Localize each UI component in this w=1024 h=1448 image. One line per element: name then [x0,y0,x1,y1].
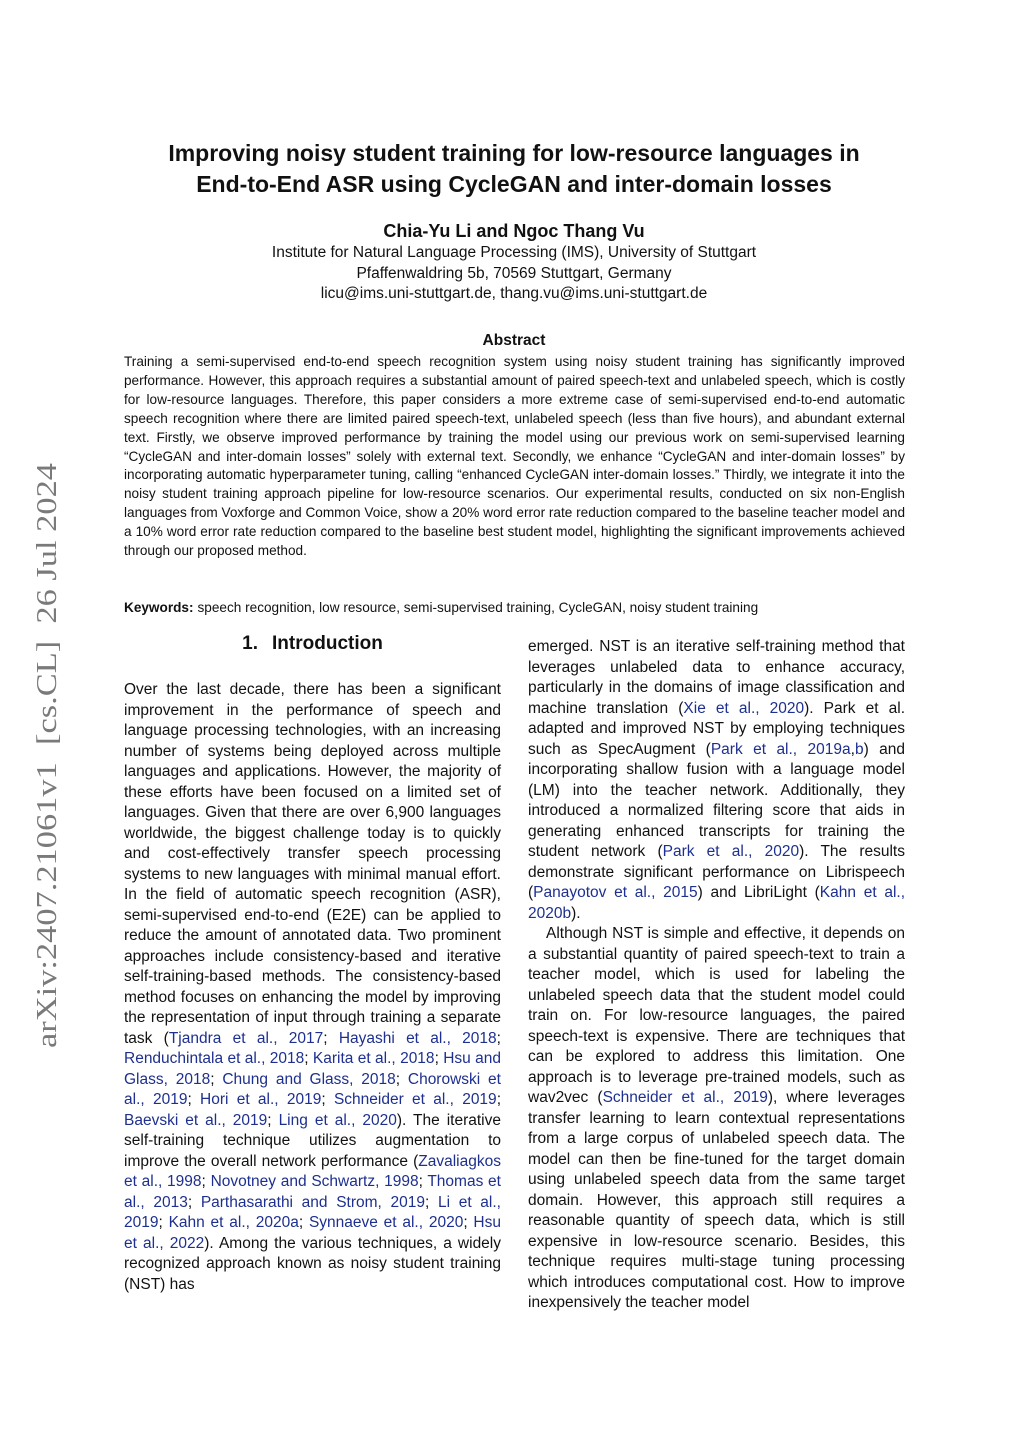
citation-link[interactable]: Zavaliagkos et al., 1998 [124,1152,501,1190]
citation-link[interactable]: Panayotov et al., 2015 [533,884,698,901]
citation-link[interactable]: Hayashi et al., 2018 [338,1029,497,1047]
citation-link[interactable]: Li et al., 2019 [124,1193,501,1231]
intro-text-a: Over the last decade, there has been a significant improvement in the performance of speech and language processing technologies, with an increasing number of systems being deployed across multiple languages and applications. However, the majority of these efforts have been focused on a limited set of languages. Given that there are over 6,900 languages worldwide, the biggest challenge today is to quickly and cost-effectively transfer speech processing systems to new languages with minimal manual effort. In the field of automatic speech recognition (ASR), semi-supervised end-to-end (E2E) can be applied to reduce the amount of annotated data. Two prominent approaches include consistency-based and iterative self-training-based methods. The consistency-based method focuses on enhancing the model by improving the representation of input through training a separate task ( [124,681,501,1047]
arxiv-stamp [18,460,68,1050]
citation-link[interactable]: Hsu et al., 2022 [124,1214,501,1252]
citation-link[interactable]: Thomas et al., 2013 [124,1173,501,1211]
citation-link[interactable]: Parthasarathi and Strom, 2019 [200,1193,425,1211]
right-text-h: ), where leverages transfer learning to learn contextual representations from a large corpus of unlabeled speech data. The model can then be fine-tuned for the target domain using unlabeled speech data from the same target domain. However, this approach still requires a reasonable quantity of speech data, which is still expensive in low-resource scenario. Besides, this technique requires multi-stage tuning processing which introduces computational cost. How to improve inexpensively the teacher model [528,1089,905,1311]
citation-link[interactable]: Ling et al., 2020 [278,1111,397,1129]
right-text-a: emerged. NST is an iterative self-training method that leverages unlabeled data to enhance accuracy, particularly in the domains of image classification and machine translation ( [528,638,905,717]
citation-link[interactable]: Chorowski et al., 2019 [124,1070,501,1108]
affiliation [90,243,938,305]
intro-paragraph-1 [124,680,501,1295]
citation-link[interactable]: Hori et al., 2019 [200,1091,322,1108]
affiliation-address: Pfaffenwaldring 5b, 70569 Stuttgart, Germany [356,264,672,282]
citation-link[interactable]: Synnaeve et al., 2020 [308,1214,464,1231]
title-line-1: Improving noisy student training for low-resource languages in [168,140,860,166]
citation-link[interactable]: Chung and Glass, 2018 [222,1070,396,1088]
abstract-text: Training a semi-supervised end-to-end speech recognition system using noisy student training has significantly improved performance. However, this approach requires a substantial amount of paired speech-text and unlabeled speech, which is costly for low-resource languages. Therefore, this paper considers a more extreme case of semi-supervised end-to-end automatic speech recognition where there are limited paired speech-text, unlabeled speech (less than five hours), and abundant external text. Firstly, we observe improved performance by training the model using our previous work on semi-supervised learning “CycleGAN and inter-domain losses” solely with external text. Secondly, we enhance “CycleGAN and inter-domain losses” by incorporating automatic hyperparameter tuning, calling “enhanced CycleGAN inter-domain losses.” Thirdly, we integrate it into the noisy student training approach pipeline for low-resource scenarios. Our experimental results, conducted on six non-English languages from Voxforge and Common Voice, show a 20% word error rate reduction compared to the baseline teacher model and a 10% word error rate reduction compared to the baseline best student model, highlighting the significant improvements achieved through our proposed method. [124,354,905,559]
citation-link[interactable]: Baevski et al., 2019 [124,1111,268,1129]
intro-text-c: ). Among the various techniques, a widely recognized approach known as noisy student training (NST) has [124,1234,501,1293]
section-heading-introduction [124,633,501,655]
right-text-e: ) and LibriLight ( [697,884,820,901]
affiliation-institute: Institute for Natural Language Processing (IMS), University of Stuttgart [271,244,757,261]
citation-link[interactable]: Park et al., 2020 [662,843,800,860]
right-text-b: ). Park et al. adapted and improved NST by employing techniques such as SpecAugment ( [528,699,905,758]
right-text-d: ). The results demonstrate significant performance on Librispeech ( [528,843,905,901]
right-text-g: Although NST is simple and effective, it depends on a substantial quantity of paired speech-text to train a teacher model, which is used for labeling the unlabeled speech data that the student model could train on. For low-resource languages, the paired speech-text is expensive. There are techniques that can be explored to address this limitation. One approach is to leverage pre-trained models, such as wav2vec ( [528,925,905,1106]
citation-link[interactable]: Schneider et al., 2019 [602,1089,768,1106]
citation-link[interactable]: Park et al., 2019a [710,740,851,758]
citation-link[interactable]: b [854,740,864,758]
citation-link[interactable]: Karita et al., 2018 [312,1050,435,1067]
keywords-label: Keywords: [124,600,194,615]
citation-link[interactable]: Hsu and Glass, 2018 [124,1050,502,1088]
citation-link[interactable]: Renduchintala et al., 2018 [124,1050,305,1067]
title-line-2: End-to-End ASR using CycleGAN and inter-domain losses [196,171,832,197]
citation-group-1: Tjandra et al., 2017; Hayashi et al., 2018; Renduchintala et al., 2018; Karita et al., 2018; Hsu and Glass, 2018; Chung and Glass, 2018; Chorowski et al., 2019; Hori et al., 2019; Schneider et al., 2019; Baevski et al., 2019; Ling et al., 2020 [124,1029,502,1129]
paper-title [90,138,938,200]
right-paragraph-2 [528,924,905,1314]
right-text-f: ). [571,904,581,922]
citation-link[interactable]: Schneider et al., 2019 [333,1091,497,1108]
citation-link[interactable]: Kahn et al., 2020b [528,884,905,922]
right-column [528,637,905,1314]
intro-text-b: ). The iterative self-training technique utilizes augmentation to improve the overall network performance ( [124,1111,501,1170]
citation-link[interactable]: Novotney and Schwartz, 1998 [210,1173,419,1190]
citation-link[interactable]: Xie et al., 2020 [683,699,805,717]
citation-group-2: Zavaliagkos et al., 1998; Novotney and Schwartz, 1998; Thomas et al., 2013; Parthasarathi and Strom, 2019; Li et al., 2019; Kahn et al., 2020a; Synnaeve et al., 2020; Hsu et al., 2022 [124,1152,501,1252]
section-title: Introduction [272,633,383,654]
keywords-text: speech recognition, low resource, semi-supervised training, CycleGAN, noisy student training [197,600,759,615]
citation-link[interactable]: Kahn et al., 2020a [168,1214,299,1231]
right-paragraph-1: emerged. NST is an iterative self-training method that leverages unlabeled data to enhance accuracy, particularly in the domains of image classification and machine translation (Xie et al., 2020). Park et al. adapted and improved NST by employing techniques such as SpecAugment (Park et al., 2019a,b) and incorporating shallow fusion with a language model (LM) into the teacher network. Additionally, they introduced a normalized filtering score that aids in generating enhanced transcripts for training the student network (Park et al., 2020). The results demonstrate significant performance on Librispeech (Panayotov et al., 2015) and LibriLight (Kahn et al., 2020b). [528,638,905,922]
right-text-c: ) and incorporating shallow fusion with a language model (LM) into the teacher network. Additionally, they introduced a normalized filtering score that aids in generating enhanced transcripts for training the student network ( [528,740,905,860]
citation-link[interactable]: Tjandra et al., 2017 [168,1029,324,1047]
arxiv-stamp-text: arXiv:2407.21061v1 [cs.CL] 26 Jul 2024 [31,555,63,1048]
abstract-heading: Abstract [482,332,546,349]
affiliation-emails: licu@ims.uni-stuttgart.de, thang.vu@ims.uni-stuttgart.de [320,285,708,302]
left-column [124,680,501,1295]
keywords [124,599,905,617]
authors: Chia-Yu Li and Ngoc Thang Vu [383,221,645,241]
section-number: 1. [242,633,259,654]
